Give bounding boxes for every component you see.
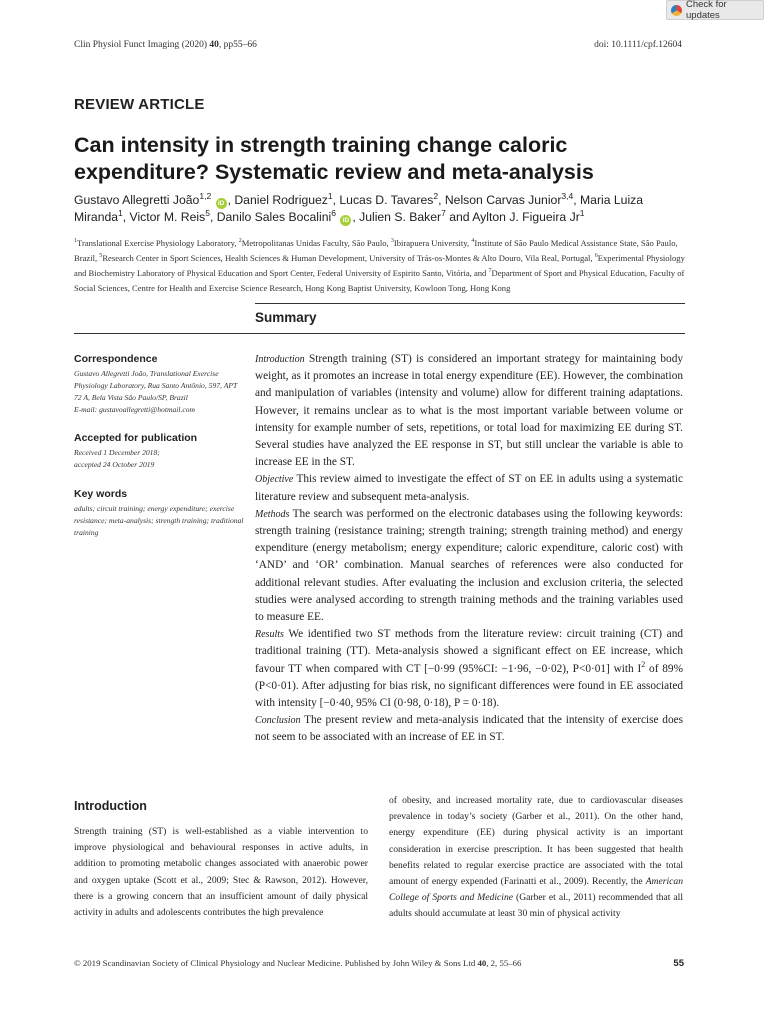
received-date: Received 1 December 2018; [74, 448, 160, 457]
crossmark-icon [671, 5, 682, 16]
article-type: REVIEW ARTICLE [74, 96, 205, 113]
abstract-conclusion [255, 712, 683, 746]
abstract-results [255, 626, 683, 712]
author-name[interactable]: , Julien S. Baker [352, 210, 442, 224]
affiliation-number: 1 [74, 238, 78, 245]
affiliation-sup: 2 [433, 190, 439, 201]
footer-issue: , 2, 55–66 [486, 958, 522, 968]
author-list [74, 192, 694, 226]
introduction-column-right [389, 793, 683, 923]
correspondence-address: Gustavo Allegretti João, Translational Exercise Physiology Laboratory, Rua Santo Antônio, 597, APT 72 A, Bela Vista São Paulo/SP, Brazil [74, 369, 238, 402]
journal-volume: 40 [209, 40, 219, 50]
section-label: Introduction [255, 354, 305, 365]
journal-pages: , pp55–66 [218, 40, 257, 50]
affiliation-sup: 6 [331, 207, 336, 218]
affiliation-number: 6 [594, 253, 598, 260]
affiliation-sup: 3,4 [561, 190, 574, 201]
section-text: The present review and meta-analysis indicated that the intensity of exercise does not seem to be associated with an increase of EE in ST. [255, 714, 683, 744]
author-name[interactable]: Gustavo Allegretti João [74, 193, 200, 207]
section-text: We identified two ST methods from the literature review: circuit training (CT) and traditional training (TT). Meta-analysis showed a significant effect on EE increase, which favour TT when compared with CT [−0·99 (95%CI: −1·96, −0·02), P<0·01] with I [255, 628, 683, 675]
orcid-icon[interactable]: iD [340, 215, 351, 226]
orcid-icon[interactable]: iD [216, 198, 227, 209]
body-text-italic: American College of Sports and Medicine [389, 876, 683, 904]
author-name[interactable]: , Daniel Rodriguez [227, 193, 328, 207]
affiliation-sup: 1 [118, 207, 123, 218]
keywords-text: adults; circuit training; energy expenditure; exercise resistance; meta-analysis; strength training; traditional training [74, 504, 244, 537]
section-text: The search was performed on the electronic databases using the following keywords: strength training (resistance training; strength training; strength training method) and energy expenditure (energy metabolism; energy expenditure; caloric expenditure, caloric cost) with ‘AND’ and ‘OR’ combination. Manual searches of references were also conducted for additional relevant studies. After evaluating the inclusion and exclusion criteria, the selected studies were analysed according to strength training methods and the training variables used to measure EE. [255, 507, 683, 624]
page-number: 55 [673, 958, 684, 969]
affiliation-sup: 5 [205, 207, 210, 218]
affiliation: Institute of São Paulo Medical Assistance State, São Paulo, Brazil, [74, 238, 678, 263]
correspondence-text [74, 368, 246, 416]
abstract-methods [255, 506, 683, 626]
accepted-heading: Accepted for publication [74, 432, 198, 444]
journal-name: Clin Physiol Funct Imaging [74, 40, 180, 50]
correspondence-email[interactable]: E-mail: gustavoallegretti@hotmail.com [74, 405, 196, 414]
summary-heading: Summary [255, 310, 317, 325]
article-title: Can intensity in strength training change caloric expenditure? Systematic review and meta-analysis [74, 133, 594, 184]
section-text: Strength training (ST) is considered an important strategy for maintaining body weight, as it promotes an increase in total energy expenditure (EE). However, the combination and manipulation of variables (intensity and volume) allow for different training adaptations. However, it remains unclear as to what is the most important variable between volume or intensity for example number of sets, repetitions, or total load for maximizing EE during ST. Several studies have analyzed the EE response in ST, but still unclear the variable is able to increase EE in the ST. [255, 353, 683, 469]
keywords-heading: Key words [74, 488, 128, 500]
author-name[interactable]: , Lucas D. Tavares [332, 193, 434, 207]
affiliation: Experimental Physiology and Biochemistry Laboratory of Physical Education and Sport Center, Federal University of Espirito Santo, Vitória, and [74, 253, 685, 278]
footer-text: © 2019 Scandinavian Society of Clinical Physiology and Nuclear Medicine. Published by John Wiley & Sons Ltd [74, 958, 478, 968]
author-name[interactable]: , Maria Luiza Miranda [74, 193, 644, 224]
affiliation-number: 2 [238, 238, 242, 245]
affiliation-sup: 1 [327, 190, 333, 201]
introduction-column-left: Strength training (ST) is well-established as a viable intervention to improve physiological and behavioural responses in active adults, in addition to promoting metabolic changes associated with anaerobic power and oxygen uptake (Scott et al., 2009; Stec & Rawson, 2012). However, there is a growing concern that an insufficient amount of daily physical activity in adults and adolescents contributes the high prevalence [74, 826, 368, 919]
author-name[interactable]: , Nelson Carvas Junior [438, 193, 562, 207]
author-name[interactable]: and Aylton J. Figueira Jr [445, 210, 580, 224]
summary-top-rule [255, 303, 685, 304]
affiliation: Ibirapuera University, [393, 238, 472, 248]
abstract-introduction [255, 351, 683, 471]
section-label: Conclusion [255, 715, 301, 727]
body-text: of obesity, and increased mortality rate, due to cardiovascular diseases prevalence in today’s society (Garber et al., 2011). On the other hand, energy expenditure (EE) during physical activity is an important consideration in exercise prescription. It has been suggested that health benefits related to regular exercise practice are associated with the total amount of energy expended (Farinatti et al., 2009). Recently, the [389, 795, 683, 888]
affiliation-sup: 7 [441, 207, 446, 218]
doi[interactable]: doi: 10.1111/cpf.12604 [594, 40, 682, 50]
author-name[interactable]: , Victor M. Reis [122, 210, 206, 224]
affiliation-sup: 1,2 [199, 190, 212, 201]
affiliation-number: 4 [471, 238, 475, 245]
section-label: Methods [255, 508, 290, 520]
check-for-updates-button[interactable] [666, 0, 764, 20]
accepted-date: accepted 24 October 2019 [74, 460, 155, 469]
summary-bottom-rule [74, 333, 685, 334]
correspondence-heading: Correspondence [74, 353, 158, 365]
accepted-dates [74, 447, 246, 471]
affiliation: Department of Sport and Physical Education, Faculty of Social Sciences, Centre for Health and Exercise Science Research, Hong Kong Baptist University, Kowloon Tong, Hong Kong [74, 268, 685, 293]
affiliation: Translational Exercise Physiology Laboratory, [77, 238, 239, 248]
introduction-heading: Introduction [74, 799, 147, 813]
section-label: Results [255, 629, 284, 641]
affiliation: Research Center in Sport Sciences, Health Sciences & Human Development, University of Trás-os-Montes & Alto Douro, Vila Real, Portugal, [102, 253, 595, 263]
author-name[interactable]: , Danilo Sales Bocalini [209, 210, 332, 224]
journal-citation [74, 40, 257, 50]
affiliation-number: 3 [390, 238, 394, 245]
abstract-objective [255, 471, 683, 505]
affiliation-number: 5 [99, 253, 103, 260]
affiliation: Metropolitanas Unidas Faculty, São Paulo, [241, 238, 391, 248]
affiliations [74, 236, 686, 296]
journal-year: (2020) [181, 40, 208, 50]
superscript: 2 [641, 659, 646, 669]
section-text: This review aimed to investigate the effect of ST on EE in adults using a systematic literature review and subsequent meta-analysis. [255, 473, 683, 503]
affiliation-number: 7 [488, 268, 492, 275]
section-text: of 89% (P<0·01). After adjusting for bias risk, no significant differences were found in EE associated with intensity [−0·40, 95% CI (0·98, 0·18), P = 0·18). [255, 662, 683, 710]
footer-copyright [74, 958, 521, 968]
body-text: (Garber et al., 2011) recommended that all adults should accumulate at least 30 min of physical activity [389, 892, 683, 920]
footer-volume: 40 [477, 958, 487, 968]
check-for-updates-label: Check for updates [686, 0, 727, 21]
abstract [255, 351, 683, 747]
section-label: Objective [255, 474, 294, 486]
affiliation-sup: 1 [579, 207, 585, 218]
